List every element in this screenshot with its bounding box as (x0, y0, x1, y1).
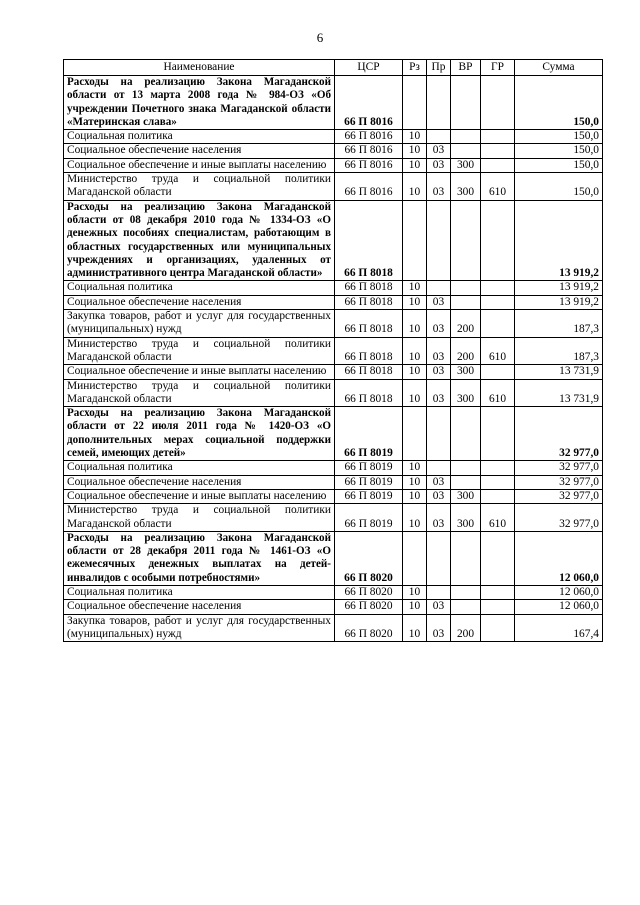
cell-sum: 32 977,0 (515, 461, 603, 475)
cell-pr: 03 (427, 337, 451, 365)
cell-sum: 13 731,9 (515, 379, 603, 407)
cell-vr (451, 585, 481, 599)
cell-gr (481, 281, 515, 295)
cell-name: Социальное обеспечение населения (64, 600, 335, 614)
cell-csr: 66 П 8020 (335, 600, 403, 614)
cell-rz: 10 (403, 475, 427, 489)
cell-gr (481, 310, 515, 338)
cell-gr (481, 407, 515, 461)
cell-pr (427, 130, 451, 144)
cell-csr: 66 П 8019 (335, 461, 403, 475)
cell-csr: 66 П 8019 (335, 475, 403, 489)
cell-rz: 10 (403, 310, 427, 338)
cell-gr: 610 (481, 379, 515, 407)
cell-vr (451, 407, 481, 461)
header-gr: ГР (481, 60, 515, 76)
cell-gr (481, 461, 515, 475)
table-row (64, 173, 603, 201)
cell-vr: 300 (451, 365, 481, 379)
cell-gr: 610 (481, 173, 515, 201)
table-row (64, 130, 603, 144)
cell-csr: 66 П 8016 (335, 158, 403, 172)
cell-gr (481, 585, 515, 599)
cell-csr: 66 П 8018 (335, 281, 403, 295)
cell-pr (427, 281, 451, 295)
cell-rz: 10 (403, 489, 427, 503)
budget-table (63, 59, 603, 642)
cell-csr: 66 П 8018 (335, 337, 403, 365)
cell-pr: 03 (427, 600, 451, 614)
cell-csr: 66 П 8018 (335, 379, 403, 407)
cell-vr (451, 200, 481, 281)
cell-sum: 13 919,2 (515, 281, 603, 295)
cell-csr: 66 П 8020 (335, 585, 403, 599)
cell-csr: 66 П 8016 (335, 76, 403, 130)
cell-name: Социальная политика (64, 585, 335, 599)
table-row (64, 585, 603, 599)
cell-sum: 187,3 (515, 310, 603, 338)
cell-vr: 200 (451, 614, 481, 642)
cell-name: Социальное обеспечение населения (64, 144, 335, 158)
cell-rz: 10 (403, 281, 427, 295)
cell-sum: 150,0 (515, 173, 603, 201)
cell-gr (481, 475, 515, 489)
cell-pr: 03 (427, 173, 451, 201)
cell-sum: 32 977,0 (515, 504, 603, 532)
table-row (64, 461, 603, 475)
cell-rz: 10 (403, 504, 427, 532)
cell-sum: 32 977,0 (515, 489, 603, 503)
cell-name: Расходы на реализацию Закона Магаданской области от 08 декабря 2010 года № 1334-ОЗ «О денежных пособиях специалистам, работающим в областных государственных или муниципальных учреждениях и организациях, удаленных от административного центра Магаданской области» (64, 200, 335, 281)
cell-name: Социальная политика (64, 461, 335, 475)
cell-sum: 12 060,0 (515, 585, 603, 599)
cell-vr: 300 (451, 379, 481, 407)
cell-gr (481, 365, 515, 379)
cell-sum: 150,0 (515, 130, 603, 144)
cell-sum: 13 731,9 (515, 365, 603, 379)
table-row (64, 600, 603, 614)
cell-sum: 32 977,0 (515, 407, 603, 461)
cell-csr: 66 П 8016 (335, 130, 403, 144)
cell-name: Министерство труда и социальной политики Магаданской области (64, 504, 335, 532)
cell-name: Социальное обеспечение и иные выплаты населению (64, 158, 335, 172)
cell-pr: 03 (427, 310, 451, 338)
cell-gr (481, 200, 515, 281)
cell-pr: 03 (427, 365, 451, 379)
cell-vr: 300 (451, 489, 481, 503)
table-section-row (64, 76, 603, 130)
cell-name: Расходы на реализацию Закона Магаданской области от 13 марта 2008 года № 984-ОЗ «Об учреждении Почетного знака Магаданской области «Материнская слава» (64, 76, 335, 130)
cell-pr (427, 200, 451, 281)
header-csr: ЦСР (335, 60, 403, 76)
cell-name: Расходы на реализацию Закона Магаданской области от 22 июля 2011 года № 1420-ОЗ «О дополнительных мерах социальной поддержки семей, имеющих детей» (64, 407, 335, 461)
header-rz: Рз (403, 60, 427, 76)
cell-gr (481, 489, 515, 503)
cell-pr: 03 (427, 379, 451, 407)
cell-vr: 300 (451, 173, 481, 201)
cell-rz: 10 (403, 173, 427, 201)
cell-name: Социальное обеспечение населения (64, 295, 335, 309)
cell-gr (481, 158, 515, 172)
cell-csr: 66 П 8019 (335, 407, 403, 461)
cell-rz: 10 (403, 295, 427, 309)
header-name: Наименование (64, 60, 335, 76)
cell-csr: 66 П 8018 (335, 365, 403, 379)
cell-rz (403, 76, 427, 130)
table-row (64, 337, 603, 365)
cell-pr: 03 (427, 614, 451, 642)
cell-rz: 10 (403, 144, 427, 158)
cell-pr (427, 76, 451, 130)
cell-pr: 03 (427, 295, 451, 309)
cell-pr (427, 585, 451, 599)
cell-sum: 13 919,2 (515, 295, 603, 309)
cell-sum: 150,0 (515, 158, 603, 172)
cell-vr (451, 144, 481, 158)
cell-vr (451, 130, 481, 144)
table-row (64, 379, 603, 407)
table-header-row (64, 60, 603, 76)
cell-gr (481, 76, 515, 130)
cell-name: Социальное обеспечение и иные выплаты населению (64, 365, 335, 379)
cell-rz: 10 (403, 337, 427, 365)
cell-vr (451, 475, 481, 489)
header-sum: Сумма (515, 60, 603, 76)
cell-rz (403, 407, 427, 461)
cell-rz: 10 (403, 585, 427, 599)
cell-csr: 66 П 8019 (335, 489, 403, 503)
cell-vr (451, 295, 481, 309)
cell-gr (481, 531, 515, 585)
cell-name: Закупка товаров, работ и услуг для государственных (муниципальных) нужд (64, 310, 335, 338)
cell-sum: 12 060,0 (515, 600, 603, 614)
cell-vr (451, 600, 481, 614)
cell-pr (427, 461, 451, 475)
cell-pr (427, 531, 451, 585)
table-row (64, 489, 603, 503)
header-pr: Пр (427, 60, 451, 76)
cell-gr (481, 295, 515, 309)
cell-csr: 66 П 8016 (335, 144, 403, 158)
table-row (64, 475, 603, 489)
cell-name: Министерство труда и социальной политики Магаданской области (64, 337, 335, 365)
page-number: 6 (316, 30, 324, 45)
cell-name: Закупка товаров, работ и услуг для государственных (муниципальных) нужд (64, 614, 335, 642)
cell-gr (481, 600, 515, 614)
cell-rz: 10 (403, 614, 427, 642)
cell-pr (427, 407, 451, 461)
cell-csr: 66 П 8018 (335, 295, 403, 309)
cell-pr: 03 (427, 489, 451, 503)
cell-vr (451, 461, 481, 475)
cell-pr: 03 (427, 158, 451, 172)
cell-sum: 167,4 (515, 614, 603, 642)
cell-rz: 10 (403, 130, 427, 144)
table-row (64, 365, 603, 379)
table-section-row (64, 407, 603, 461)
cell-gr: 610 (481, 504, 515, 532)
table-section-row (64, 200, 603, 281)
cell-sum: 32 977,0 (515, 475, 603, 489)
table-row (64, 158, 603, 172)
cell-csr: 66 П 8018 (335, 310, 403, 338)
cell-sum: 150,0 (515, 76, 603, 130)
cell-gr: 610 (481, 337, 515, 365)
cell-csr: 66 П 8020 (335, 531, 403, 585)
cell-vr: 300 (451, 504, 481, 532)
cell-name: Расходы на реализацию Закона Магаданской области от 28 декабря 2011 года № 1461-ОЗ «О ежемесячных денежных выплатах на детей-инвалидов с особыми потребностями» (64, 531, 335, 585)
cell-rz (403, 200, 427, 281)
cell-vr: 200 (451, 310, 481, 338)
cell-rz: 10 (403, 379, 427, 407)
cell-sum: 13 919,2 (515, 200, 603, 281)
cell-name: Социальная политика (64, 281, 335, 295)
cell-name: Министерство труда и социальной политики Магаданской области (64, 173, 335, 201)
cell-rz: 10 (403, 365, 427, 379)
cell-pr: 03 (427, 144, 451, 158)
cell-vr: 200 (451, 337, 481, 365)
cell-csr: 66 П 8020 (335, 614, 403, 642)
cell-name: Министерство труда и социальной политики Магаданской области (64, 379, 335, 407)
cell-name: Социальное обеспечение и иные выплаты населению (64, 489, 335, 503)
cell-vr (451, 76, 481, 130)
cell-vr: 300 (451, 158, 481, 172)
table-row (64, 281, 603, 295)
table-row (64, 310, 603, 338)
cell-name: Социальное обеспечение населения (64, 475, 335, 489)
cell-vr (451, 281, 481, 295)
table-row (64, 144, 603, 158)
cell-pr: 03 (427, 475, 451, 489)
cell-gr (481, 130, 515, 144)
cell-sum: 187,3 (515, 337, 603, 365)
cell-rz (403, 531, 427, 585)
cell-gr (481, 144, 515, 158)
header-vr: ВР (451, 60, 481, 76)
cell-csr: 66 П 8019 (335, 504, 403, 532)
cell-sum: 12 060,0 (515, 531, 603, 585)
cell-name: Социальная политика (64, 130, 335, 144)
cell-csr: 66 П 8016 (335, 173, 403, 201)
table-section-row (64, 531, 603, 585)
cell-gr (481, 614, 515, 642)
cell-csr: 66 П 8018 (335, 200, 403, 281)
cell-rz: 10 (403, 158, 427, 172)
cell-pr: 03 (427, 504, 451, 532)
table-row (64, 295, 603, 309)
cell-sum: 150,0 (515, 144, 603, 158)
cell-rz: 10 (403, 461, 427, 475)
table-row (64, 614, 603, 642)
table-body (64, 76, 603, 642)
cell-rz: 10 (403, 600, 427, 614)
table-row (64, 504, 603, 532)
cell-vr (451, 531, 481, 585)
